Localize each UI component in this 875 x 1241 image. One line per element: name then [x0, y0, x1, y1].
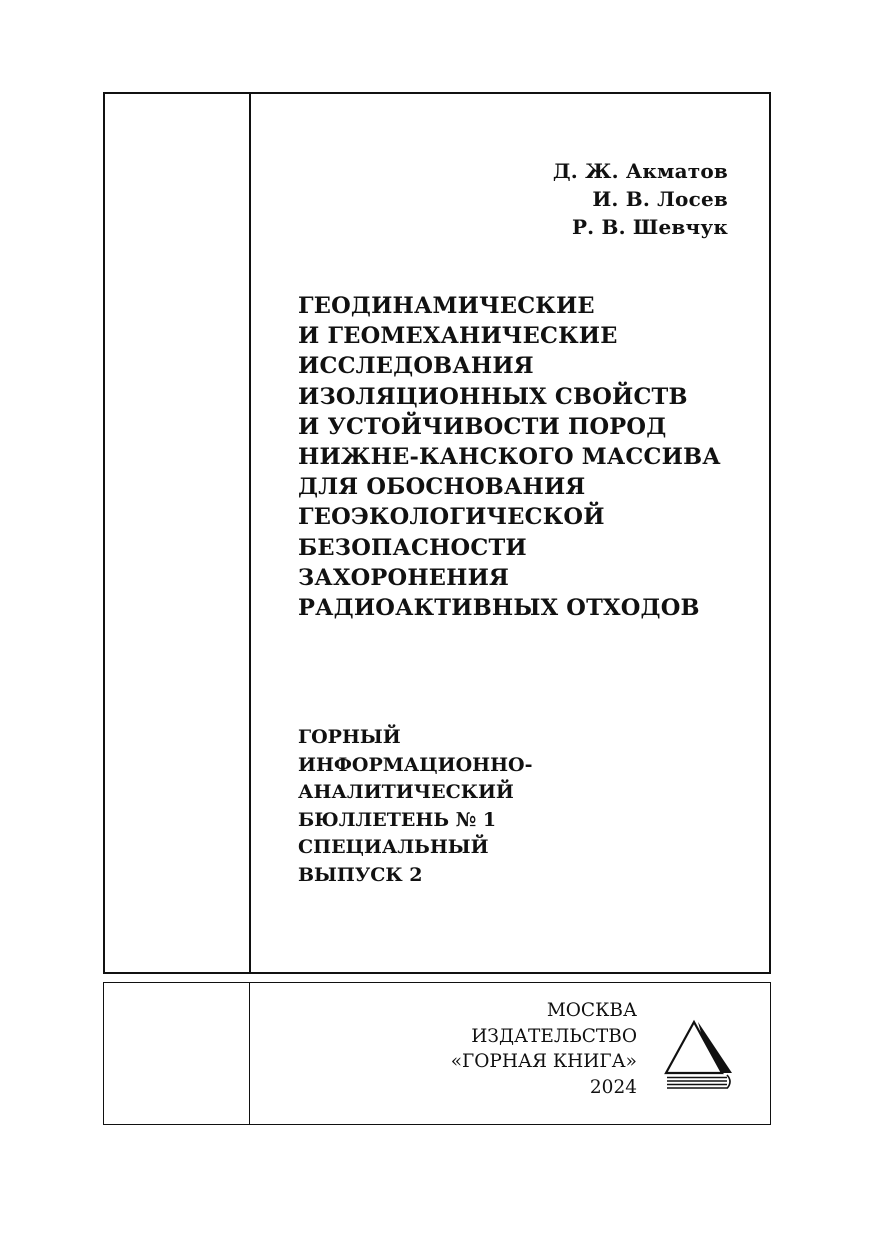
publisher-name: «ГОРНАЯ КНИГА» [450, 1051, 637, 1072]
frame-divider-line [249, 94, 251, 972]
publisher-frame [103, 982, 771, 1125]
series-line: БЮЛЛЕТЕНЬ № 1 [298, 808, 497, 831]
author-name: Р. В. Шевчук [571, 215, 728, 239]
title-line: БЕЗОПАСНОСТИ [298, 534, 527, 561]
title-line: И ГЕОМЕХАНИЧЕСКИЕ [298, 323, 618, 350]
title-page-frame [103, 92, 771, 974]
publication-year: 2024 [589, 1076, 637, 1098]
publisher-info [451, 998, 637, 1100]
frame-divider-line [249, 983, 250, 1124]
author-name: Д. Ж. Акматов [552, 159, 728, 183]
publisher-house: ИЗДАТЕЛЬСТВО [471, 1025, 637, 1047]
series-line: АНАЛИТИЧЕСКИЙ [298, 781, 514, 803]
title-line: НИЖНЕ-КАНСКОГО МАССИВА [298, 444, 721, 471]
series-line: СПЕЦИАЛЬНЫЙ [298, 836, 489, 858]
title-line: ЗАХОРОНЕНИЯ [298, 564, 510, 591]
title-line: РАДИОАКТИВНЫХ ОТХОДОВ [298, 595, 700, 622]
title-line: ИССЛЕДОВАНИЯ [298, 353, 534, 380]
series-line: ИНФОРМАЦИОННО- [298, 753, 533, 776]
title-line: ГЕОДИНАМИЧЕСКИЕ [298, 293, 595, 319]
publisher-logo-icon [664, 1018, 734, 1090]
title-line: ДЛЯ ОБОСНОВАНИЯ [298, 474, 586, 501]
publisher-city: МОСКВА [546, 1000, 637, 1021]
title-line: ГЕОЭКОЛОГИЧЕСКОЙ [298, 504, 605, 531]
authors-block [553, 157, 728, 241]
series-info [298, 724, 532, 889]
title-line: ИЗОЛЯЦИОННЫХ СВОЙСТВ [298, 383, 688, 410]
series-line: ВЫПУСК 2 [298, 863, 423, 886]
title-line: И УСТОЙЧИВОСТИ ПОРОД [298, 413, 667, 440]
series-line: ГОРНЫЙ [298, 726, 401, 748]
author-name: И. В. Лосев [592, 187, 728, 211]
book-title [298, 291, 758, 623]
